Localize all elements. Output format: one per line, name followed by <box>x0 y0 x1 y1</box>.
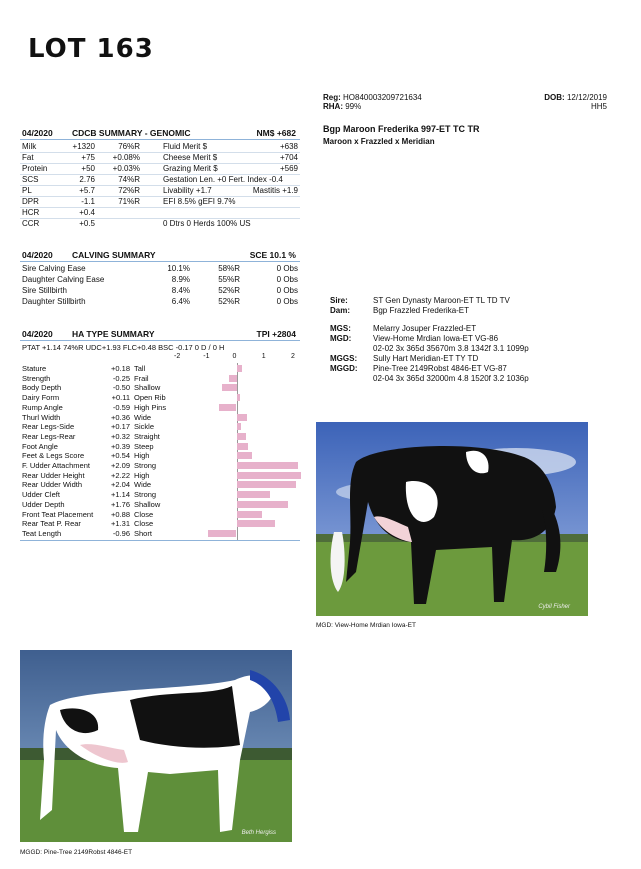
trait-descriptor: High <box>134 451 150 461</box>
trait-label: Foot Angle <box>22 441 58 451</box>
pedigree-line: Melarry Josuper Frazzled-ET <box>373 324 477 333</box>
cdcb-cell: +0.08% <box>112 153 140 162</box>
cdcb-cell: 71%R <box>118 197 140 206</box>
pedigree-label: MGS: <box>330 324 351 333</box>
calving-cell: Sire Calving Ease <box>22 264 86 273</box>
cdcb-cell: +1320 <box>72 142 95 151</box>
photo-watermark: Beth Hergiss <box>241 830 276 836</box>
animal-name: Bgp Maroon Frederika 997-ET TC TR <box>323 124 480 134</box>
trait-bar <box>237 520 275 527</box>
trait-label: Teat Length <box>22 528 62 538</box>
sire-stack: Maroon x Frazzled x Meridian <box>323 137 435 146</box>
pedigree-label: MGGS: <box>330 354 358 363</box>
trait-value: +0.11 <box>111 393 130 403</box>
trait-label: Stature <box>22 364 47 373</box>
trait-label: Rear Udder Height <box>22 470 85 480</box>
axis-tick-label: -1 <box>203 353 210 360</box>
trait-label: Body Depth <box>22 383 62 393</box>
trait-value: -0.25 <box>112 373 130 383</box>
calving-cell: 0 Obs <box>276 297 298 306</box>
cdcb-row <box>20 153 300 163</box>
cdcb-cell: EFI 8.5% gEFI 9.7% <box>163 197 236 206</box>
trait-descriptor: Short <box>134 528 152 538</box>
calving-cell: Daughter Calving Ease <box>22 275 105 284</box>
trait-bar <box>237 443 248 450</box>
trait-bar <box>222 384 237 391</box>
calving-title: CALVING SUMMARY <box>72 250 156 260</box>
cdcb-cell: Fluid Merit $ <box>163 142 208 151</box>
cdcb-cell: Fat <box>22 153 34 162</box>
mgd-photo <box>316 422 588 616</box>
mgd-caption: MGD: View-Home Mrdian Iowa-ET <box>316 622 416 629</box>
cdcb-cell: -1.1 <box>81 197 95 206</box>
axis-tick-label: 1 <box>261 353 266 360</box>
trait-bar <box>237 501 288 508</box>
cdcb-cell: Protein <box>22 164 48 173</box>
calving-cell: 52%R <box>218 286 240 295</box>
trait-value: +0.18 <box>111 364 130 373</box>
trait-value: +1.76 <box>111 499 130 509</box>
cdcb-cell: PL <box>22 186 32 195</box>
cdcb-cell: +5.7 <box>79 186 95 195</box>
cdcb-cell: Cheese Merit $ <box>163 153 218 162</box>
calving-cell: 8.4% <box>171 286 190 295</box>
trait-label: Thurl Width <box>22 412 61 422</box>
trait-bar <box>237 462 298 469</box>
trait-descriptor: Open Rib <box>134 393 166 403</box>
trait-descriptor: Shallow <box>134 383 161 393</box>
calving-cell: 8.9% <box>171 275 190 284</box>
dob-label: DOB: <box>544 93 565 102</box>
trait-label: Rear Legs-Rear <box>22 431 76 441</box>
type-summary <box>20 329 300 539</box>
trait-label: Udder Cleft <box>22 490 60 500</box>
trait-label: Strength <box>22 373 51 383</box>
cdcb-row <box>20 142 300 152</box>
trait-value: +0.36 <box>111 412 130 422</box>
trait-value: +2.04 <box>111 480 130 490</box>
cdcb-cell: 2.76 <box>79 175 95 184</box>
trait-value: +0.88 <box>111 509 130 519</box>
cdcb-cell: CCR <box>22 219 40 228</box>
cdcb-row <box>20 164 300 174</box>
cdcb-cell: +569 <box>279 164 298 173</box>
axis-tick-label: 2 <box>291 353 295 360</box>
trait-label: F. Udder Attachment <box>22 461 90 470</box>
pedigree-line: Pine-Tree 2149Robst 4846-ET VG-87 <box>373 364 507 373</box>
cdcb-cell: Mastitis +1.9 <box>252 186 298 195</box>
trait-descriptor: Tall <box>134 364 146 373</box>
cdcb-row <box>20 186 300 196</box>
trait-value: -0.96 <box>112 528 130 538</box>
trait-bar <box>237 481 297 488</box>
cdcb-cell: Milk <box>22 142 37 151</box>
trait-label: Rear Udder Width <box>22 480 83 490</box>
lot-number: LOT 163 <box>28 34 154 64</box>
trait-value: +0.17 <box>111 422 130 432</box>
calving-cell: 52%R <box>218 297 240 306</box>
trait-value: +1.31 <box>111 519 130 529</box>
cdcb-cell: 72%R <box>118 186 140 195</box>
trait-bar <box>208 530 236 537</box>
cdcb-cell: +75 <box>81 153 95 162</box>
calving-cell: 0 Obs <box>276 275 298 284</box>
calving-cell: Daughter Stillbirth <box>22 297 86 306</box>
trait-bar <box>237 472 302 479</box>
trait-descriptor: Sickle <box>134 422 155 432</box>
trait-descriptor: Straight <box>134 431 160 441</box>
type-chart <box>20 353 300 538</box>
axis-tick-label: 0 <box>232 353 237 360</box>
trait-value: +0.54 <box>111 451 130 461</box>
trait-descriptor: Close <box>134 519 154 529</box>
cdcb-cell: +50 <box>81 164 95 173</box>
calving-cell: 6.4% <box>171 297 190 306</box>
cdcb-cell: Gestation Len. +0 Fert. Index -0.4 <box>163 175 283 184</box>
calving-cell: 0 Obs <box>276 286 298 295</box>
calving-row <box>20 286 300 296</box>
cdcb-cell: +0.5 <box>79 219 95 228</box>
trait-value: -0.50 <box>112 383 130 393</box>
cdcb-cell: 74%R <box>118 175 140 184</box>
cdcb-title: CDCB SUMMARY - GENOMIC <box>72 128 191 138</box>
trait-bar <box>229 375 236 382</box>
dob-value: 12/12/2019 <box>566 93 607 102</box>
type-title: HA TYPE SUMMARY <box>72 329 155 339</box>
trait-bar <box>237 491 270 498</box>
calving-cell: Sire Stillbirth <box>22 286 67 295</box>
cdcb-summary <box>20 128 300 238</box>
calving-cell: 10.1% <box>167 264 190 273</box>
pedigree-line: View-Home Mrdian Iowa-ET VG-86 <box>373 334 499 343</box>
reg-label: Reg: <box>323 93 341 102</box>
cdcb-cell: Grazing Merit $ <box>163 164 218 173</box>
trait-label: Dairy Form <box>22 393 60 403</box>
calving-cell: 58%R <box>218 264 240 273</box>
trait-descriptor: Wide <box>134 480 152 490</box>
pedigree-line: Bgp Frazzled Frederika-ET <box>373 306 470 315</box>
cdcb-row <box>20 219 300 229</box>
pedigree-label: Dam: <box>330 306 351 315</box>
trait-bar <box>237 365 242 372</box>
ptat-line: PTAT +1.14 74%R UDC+1.93 FLC+0.48 BSC -0.17 0 D / 0 H <box>22 343 225 352</box>
trait-descriptor: High <box>134 470 150 480</box>
cdcb-cell: SCS <box>22 175 39 184</box>
trait-value: -0.59 <box>112 402 130 412</box>
trait-value: +2.09 <box>111 461 130 470</box>
cdcb-nm: NM$ +682 <box>256 128 296 138</box>
pedigree-label: Sire: <box>330 296 348 305</box>
trait-bar <box>237 423 242 430</box>
trait-bar <box>237 414 248 421</box>
trait-value: +0.39 <box>111 441 130 451</box>
trait-bar <box>237 452 253 459</box>
trait-descriptor: Close <box>134 509 154 519</box>
axis-tick-label: -2 <box>174 353 181 360</box>
cdcb-cell: +638 <box>279 142 298 151</box>
trait-value: +1.14 <box>111 490 130 500</box>
calving-row <box>20 297 300 307</box>
trait-label: Rear Legs-Side <box>22 422 75 432</box>
cdcb-cell: +0.03% <box>112 164 140 173</box>
mggd-caption: MGGD: Pine-Tree 2149Robst 4846-ET <box>20 849 133 856</box>
pedigree-label: MGGD: <box>330 364 358 373</box>
trait-descriptor: Shallow <box>134 499 161 509</box>
cdcb-cell: Livability +1.7 <box>163 186 212 195</box>
rha-value: 99% <box>345 102 362 111</box>
cdcb-cell: +704 <box>279 153 298 162</box>
cdcb-row <box>20 175 300 185</box>
cdcb-row <box>20 208 300 218</box>
calving-cell: 55%R <box>218 275 240 284</box>
calving-row <box>20 264 300 274</box>
trait-label: Rear Teat P. Rear <box>22 519 81 529</box>
trait-label: Udder Depth <box>22 499 65 509</box>
cdcb-row <box>20 197 300 207</box>
rha-line <box>323 102 361 112</box>
type-date: 04/2020 <box>22 329 53 339</box>
photo-watermark: Cybil Fisher <box>538 604 570 610</box>
calving-row <box>20 275 300 285</box>
type-tpi: TPI +2804 <box>256 329 296 339</box>
calving-cell: 0 Obs <box>276 264 298 273</box>
mggd-photo <box>20 650 292 842</box>
pedigree-line: ST Gen Dynasty Maroon-ET TL TD TV <box>373 296 510 305</box>
trait-descriptor: Strong <box>134 490 157 500</box>
trait-label: Rump Angle <box>22 402 63 412</box>
trait-label: Feet & Legs Score <box>22 451 85 461</box>
cdcb-cell: +0.4 <box>79 208 95 217</box>
trait-bar <box>237 394 240 401</box>
cdcb-cell: HCR <box>22 208 40 217</box>
rha-label: RHA: <box>323 102 343 111</box>
trait-label: Front Teat Placement <box>22 509 94 519</box>
pedigree-line: 02-04 3x 365d 32000m 4.8 1520f 3.2 1036p <box>373 374 529 383</box>
calving-date: 04/2020 <box>22 250 53 260</box>
trait-bar <box>237 511 263 518</box>
cdcb-cell: 76%R <box>118 142 140 151</box>
pedigree-line: Sully Hart Meridian-ET TY TD <box>373 354 479 363</box>
trait-descriptor: High Pins <box>134 402 167 412</box>
haplotype: HH5 <box>590 102 607 111</box>
trait-bar <box>237 433 246 440</box>
cdcb-cell: 0 Dtrs 0 Herds 100% US <box>163 219 251 228</box>
trait-descriptor: Wide <box>134 412 152 422</box>
chart-bottom-rule <box>20 540 300 541</box>
pedigree-line: 02-02 3x 365d 35670m 3.8 1342f 3.1 1099p <box>373 344 529 353</box>
trait-descriptor: Steep <box>134 441 154 451</box>
cdcb-date: 04/2020 <box>22 128 53 138</box>
pedigree <box>330 296 610 391</box>
trait-descriptor: Strong <box>134 461 157 470</box>
pedigree-label: MGD: <box>330 334 352 343</box>
trait-value: +2.22 <box>111 470 130 480</box>
cdcb-cell: DPR <box>22 197 39 206</box>
trait-bar <box>219 404 236 411</box>
reg-number: HO840003209721634 <box>343 93 422 102</box>
trait-value: +0.32 <box>111 431 130 441</box>
calving-sce: SCE 10.1 % <box>249 250 296 260</box>
trait-descriptor: Frail <box>134 373 149 383</box>
calving-summary <box>20 250 300 310</box>
